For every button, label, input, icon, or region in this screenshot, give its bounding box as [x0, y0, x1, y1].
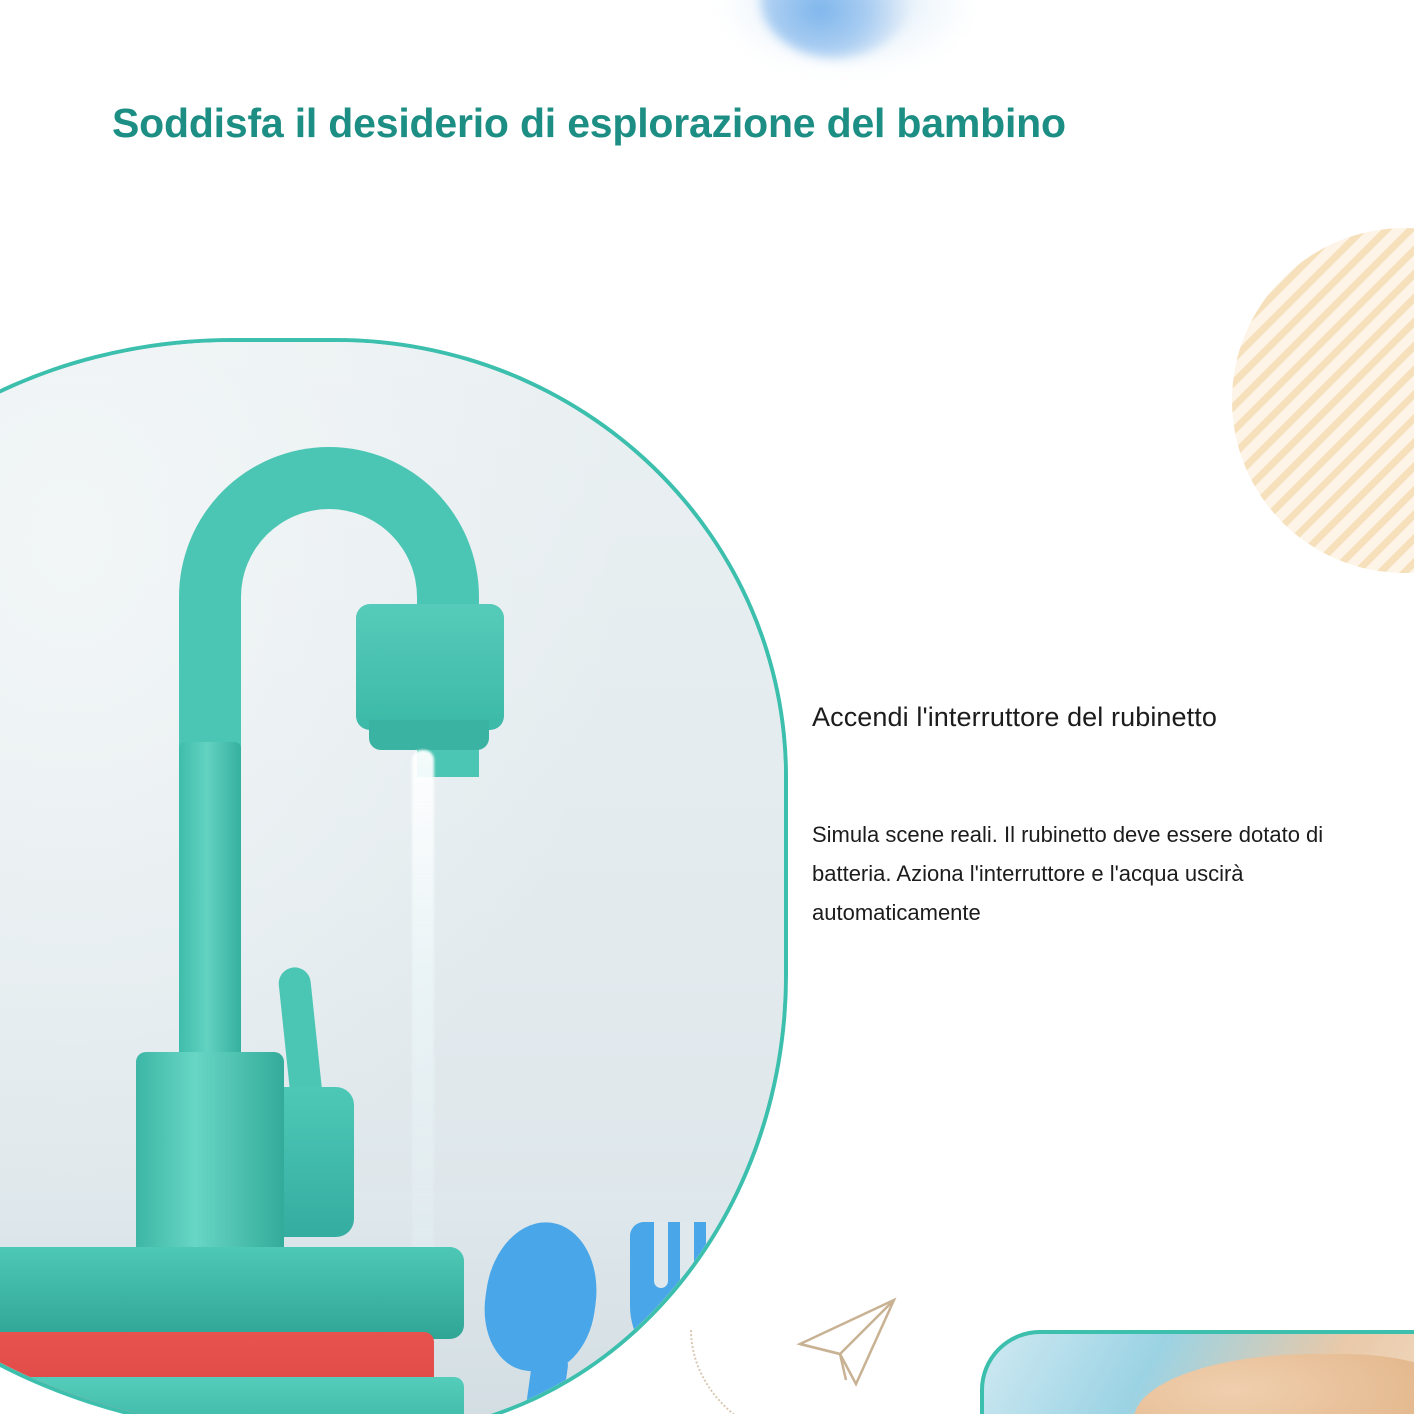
- toy-fork-slot: [706, 1222, 720, 1288]
- corner-photo: [980, 1330, 1414, 1414]
- toy-fork-slot: [654, 1222, 668, 1288]
- toy-fork-slot: [680, 1222, 694, 1288]
- faucet-base: [136, 1052, 284, 1262]
- corner-photo-hands: [1134, 1354, 1414, 1414]
- sink-deck: [0, 1247, 464, 1339]
- faucet-spout-tip: [369, 720, 489, 750]
- feature-text-block: [812, 702, 1392, 932]
- feature-description: Simula scene reali. Il rubinetto deve essere dotato di batteria. Aziona l'interruttore e l'acqua uscirà automaticamente: [812, 822, 1324, 926]
- faucet-spout: [356, 604, 504, 730]
- water-stream: [412, 750, 434, 1290]
- sink-body-teal: [0, 1377, 464, 1414]
- feature-heading: Accendi l'interruttore del rubinetto: [812, 702, 1217, 732]
- main-photo-scene: [0, 342, 784, 1414]
- paper-plane-icon: [790, 1292, 900, 1392]
- page-title: Soddisfa il desiderio di esplorazione del bambino: [112, 100, 1066, 146]
- main-photo: [0, 338, 788, 1414]
- striped-circle-decoration: [1232, 228, 1414, 573]
